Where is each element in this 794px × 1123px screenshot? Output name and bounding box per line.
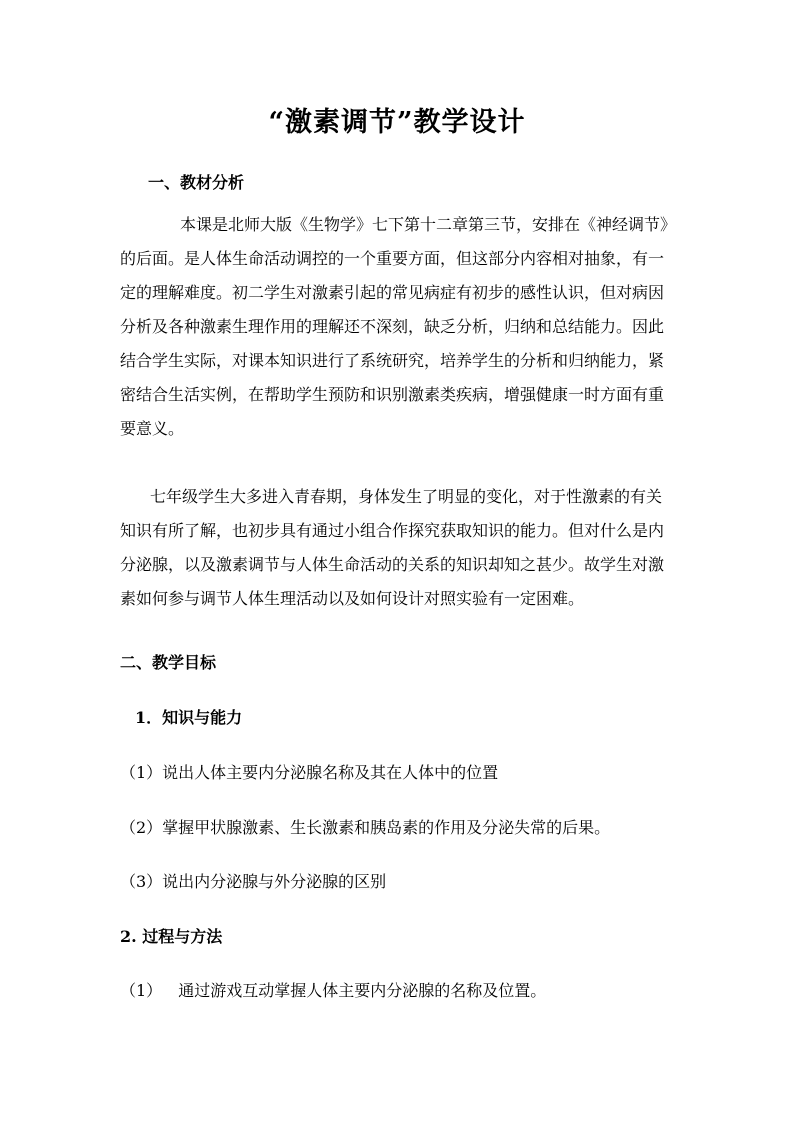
- paragraph-line: 本课是北师大版《生物学》七下第十二章第三节，安排在《神经调节》: [180, 215, 677, 234]
- item-text: 通过游戏互动掌握人体主要内分泌腺的名称及位置。: [178, 981, 547, 1000]
- section-heading-analysis: 一、教材分析: [148, 173, 245, 192]
- analysis-paragraph-1: [120, 208, 696, 446]
- subheading-process-method: 2. 过程与方法: [120, 927, 223, 946]
- section-heading-objectives: 二、教学目标: [120, 653, 217, 672]
- objective-item: （3）说出内分泌腺与外分泌腺的区别: [120, 872, 387, 891]
- subheading-knowledge-ability: 1．知识与能力: [135, 708, 243, 727]
- paragraph-line: 素如何参与调节人体生理活动以及如何设计对照实验有一定困难。: [120, 589, 585, 608]
- paragraph-line: 分析及各种激素生理作用的理解还不深刻，缺乏分析，归纳和总结能力。因此: [120, 317, 665, 336]
- paragraph-line: 知识有所了解，也初步具有通过小组合作探究获取知识的能力。但对什么是内: [120, 521, 665, 540]
- objective-item: （2）掌握甲状腺激素、生长激素和胰岛素的作用及分泌失常的后果。: [120, 818, 611, 837]
- paragraph-line: 定的理解难度。初二学生对激素引起的常见病症有初步的感性认识，但对病因: [120, 283, 665, 302]
- paragraph-line: 七年级学生大多进入青春期，身体发生了明显的变化，对于性激素的有关: [150, 487, 663, 506]
- paragraph-line: 要意义。: [120, 419, 185, 438]
- item-number: （1）: [120, 981, 163, 1000]
- paragraph-line: 分泌腺，以及激素调节与人体生命活动的关系的知识却知之甚少。故学生对激: [120, 555, 665, 574]
- paragraph-line: 结合学生实际，对课本知识进行了系统研究，培养学生的分析和归纳能力，紧: [120, 351, 665, 370]
- paragraph-line: 的后面。是人体生命活动调控的一个重要方面，但这部分内容相对抽象，有一: [120, 249, 665, 268]
- paragraph-line: 密结合生活实例，在帮助学生预防和识别激素类疾病，增强健康一时方面有重: [120, 385, 665, 404]
- process-item: [120, 978, 546, 1001]
- objective-item: （1）说出人体主要内分泌腺名称及其在人体中的位置: [120, 763, 499, 782]
- document-title: “激素调节”教学设计: [268, 107, 526, 138]
- analysis-paragraph-2: [120, 480, 696, 616]
